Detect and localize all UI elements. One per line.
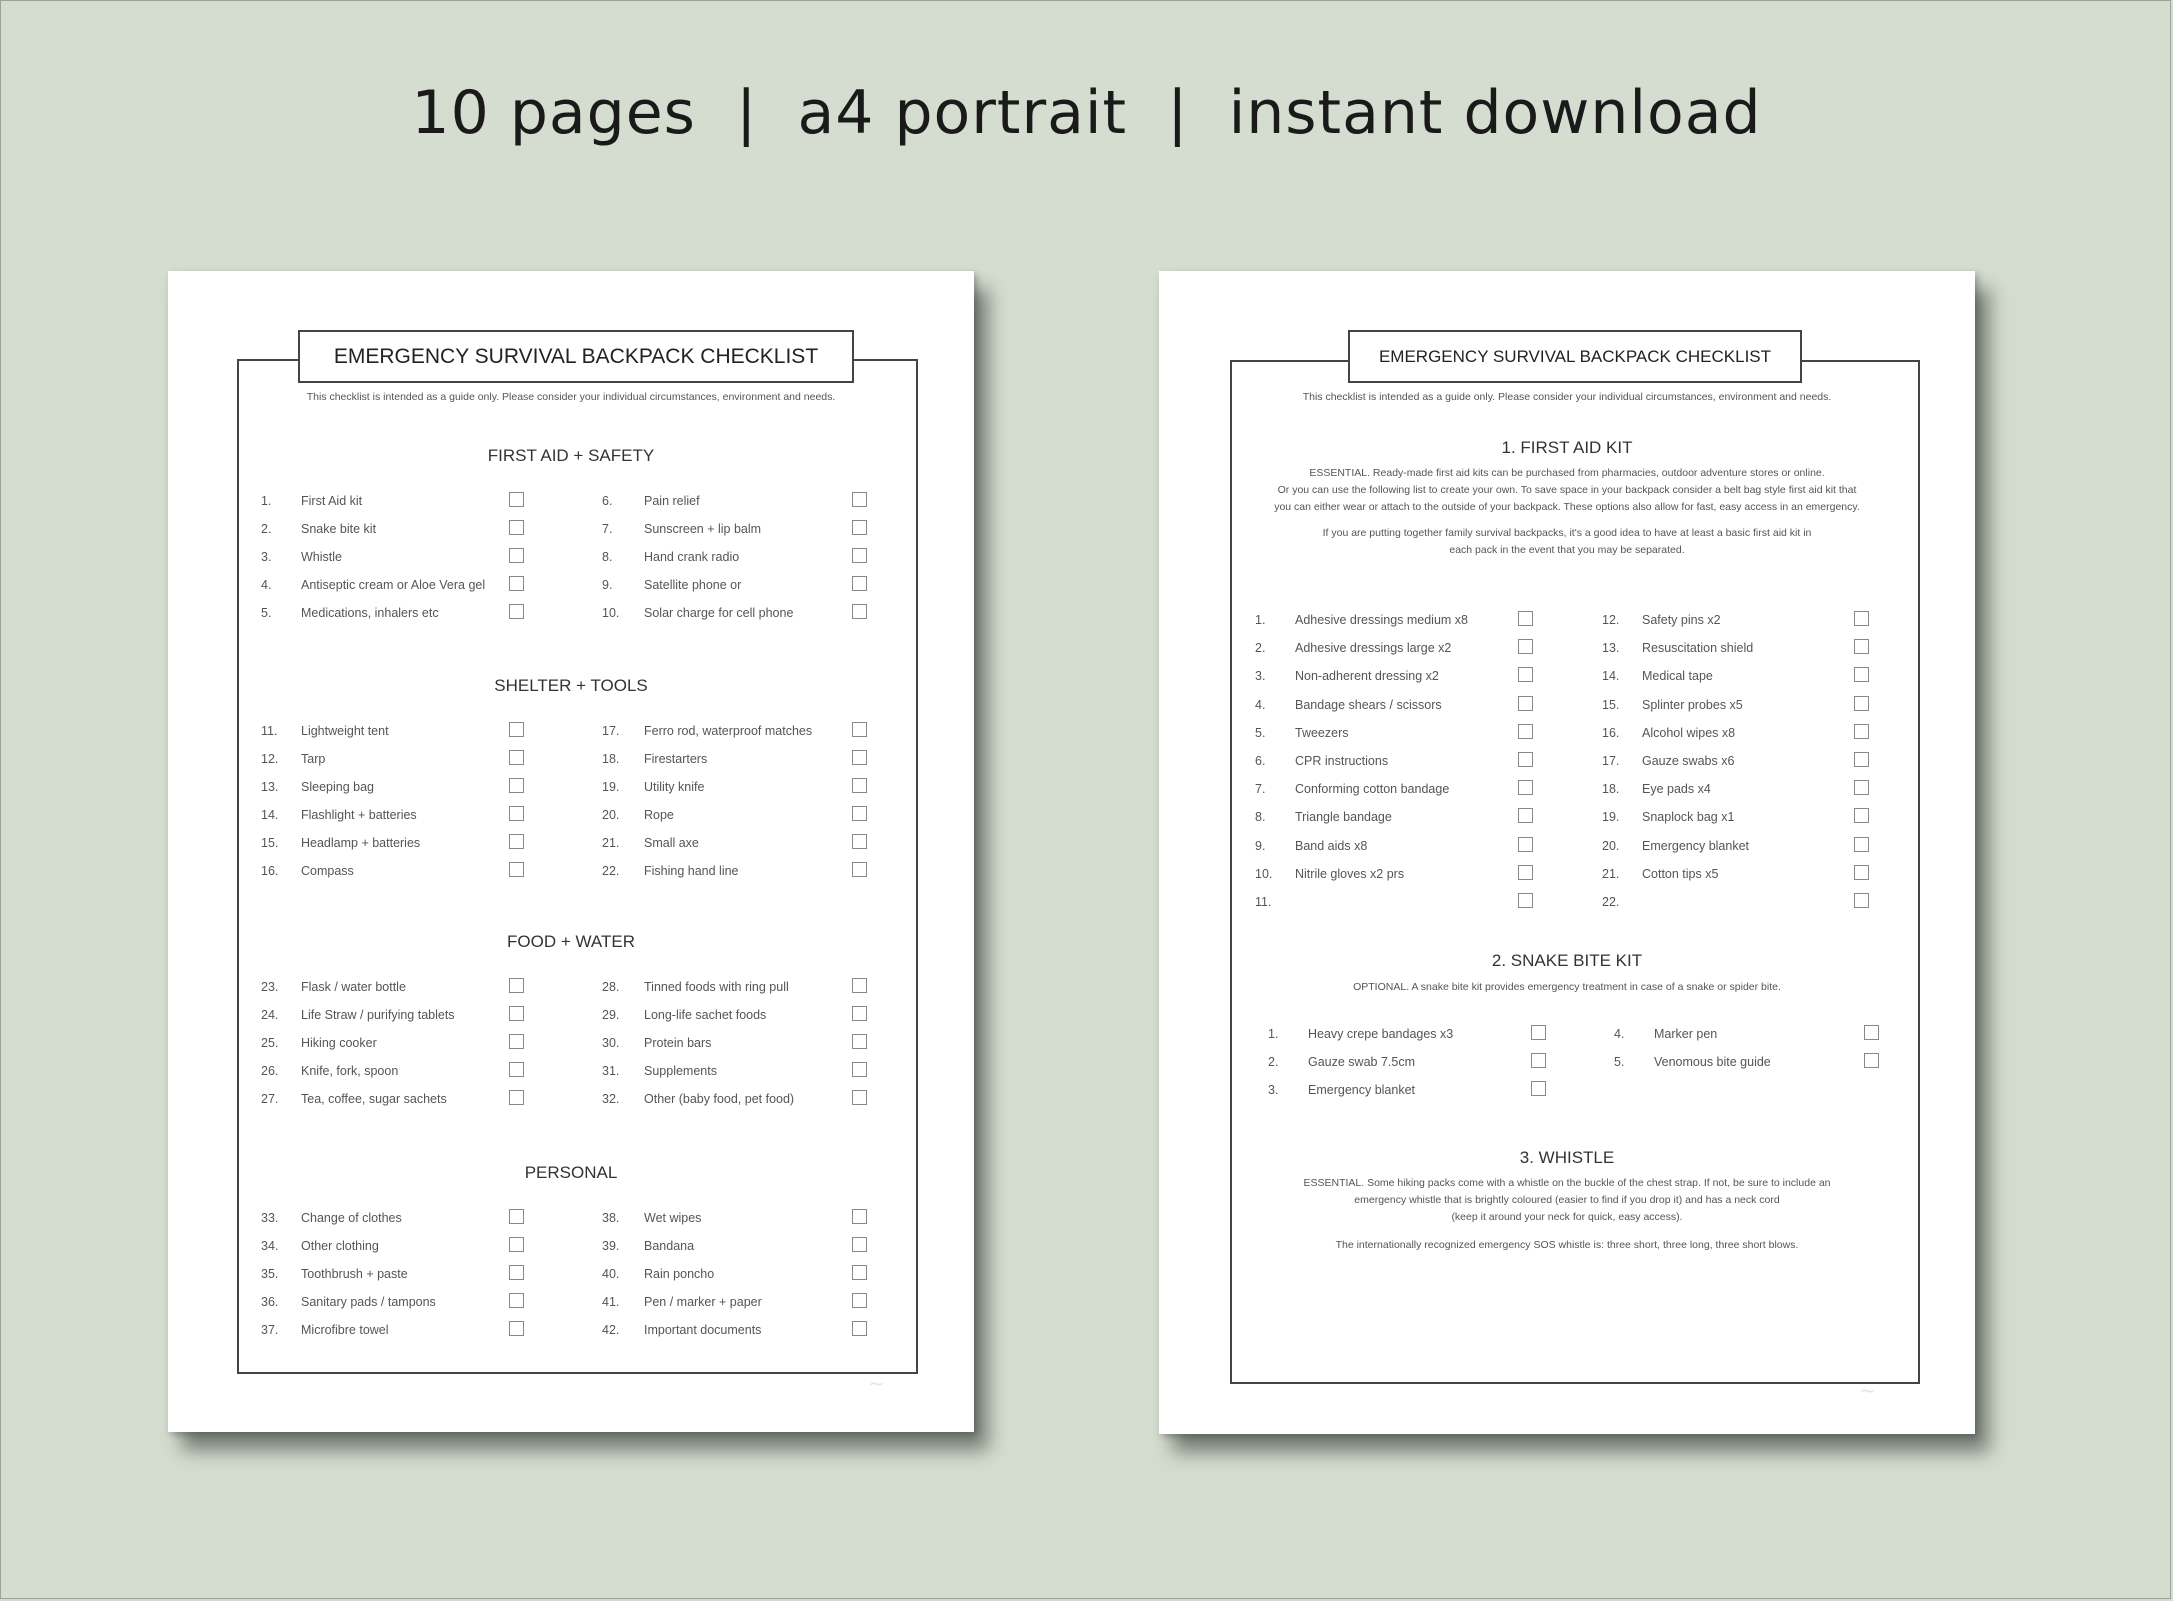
item-label: Cotton tips x5: [1642, 866, 1719, 881]
item-number: 14.: [261, 808, 279, 822]
checkbox[interactable]: [1854, 865, 1869, 880]
item-label: Bandana: [644, 1239, 695, 1253]
item-number: 3.: [1255, 669, 1266, 684]
checklist-item: [168, 492, 974, 512]
item-number: 30.: [602, 1036, 620, 1050]
checklist-item: [168, 548, 974, 568]
snake-bite-paragraph: OPTIONAL. A snake bite kit provides emergency treatment in case of a snake or spider bite.: [1353, 981, 1781, 993]
item-label: Firestarters: [644, 752, 708, 766]
item-number: 41.: [602, 1295, 620, 1309]
checklist-item: [168, 1062, 974, 1082]
item-label: Emergency blanket: [1642, 838, 1750, 853]
item-label: Other clothing: [301, 1239, 379, 1253]
checkbox[interactable]: [852, 1321, 867, 1336]
item-label: Toothbrush + paste: [301, 1267, 408, 1281]
checkbox[interactable]: [852, 520, 867, 535]
checklist-item: [168, 576, 974, 596]
item-label: Rope: [644, 808, 674, 822]
item-number: 2.: [261, 522, 272, 536]
checkbox[interactable]: [852, 1237, 867, 1252]
checkbox[interactable]: [852, 1265, 867, 1280]
item-number: 12.: [1602, 613, 1620, 627]
item-label: Emergency blanket: [1308, 1083, 1416, 1097]
checkbox[interactable]: [1854, 667, 1869, 682]
checkbox[interactable]: [1854, 893, 1869, 908]
banner-text: 10 pages | a4 portrait | instant download: [411, 78, 1762, 148]
item-label: Adhesive dressings medium x8: [1295, 613, 1468, 627]
item-label: Tea, coffee, sugar sachets: [301, 1092, 447, 1106]
checklist-title: EMERGENCY SURVIVAL BACKPACK CHECKLIST: [298, 330, 854, 383]
item-label: Splinter probes x5: [1642, 697, 1743, 712]
item-label: Nitrile gloves x2 prs: [1295, 866, 1405, 881]
checklist-item: [1159, 1053, 1975, 1073]
item-label: Microfibre towel: [301, 1323, 389, 1337]
item-number: 10.: [1255, 866, 1273, 881]
checkbox[interactable]: [1854, 780, 1869, 795]
item-number: 3.: [1268, 1083, 1279, 1097]
page-preview-2: [1159, 271, 1975, 1434]
item-number: 9.: [602, 578, 613, 592]
item-number: 10.: [602, 606, 620, 620]
checklist-item: [168, 834, 974, 854]
item-number: 17.: [1602, 754, 1620, 768]
item-label: Safety pins x2: [1642, 613, 1721, 627]
item-number: 7.: [602, 522, 613, 536]
item-label: Band aids x8: [1295, 838, 1368, 853]
checkbox[interactable]: [852, 806, 867, 821]
item-number: 5.: [261, 606, 272, 620]
checkbox[interactable]: [852, 778, 867, 793]
intro-text: This checklist is intended as a guide only. Please consider your individual circumstances, environment and needs.: [306, 391, 836, 403]
signature-watermark: ~: [868, 1371, 885, 1395]
checkbox[interactable]: [852, 834, 867, 849]
item-number: 31.: [602, 1064, 620, 1078]
item-label: Rain poncho: [644, 1267, 715, 1281]
item-label: Change of clothes: [301, 1211, 402, 1225]
item-label: Ferro rod, waterproof matches: [644, 724, 813, 738]
item-label: Knife, fork, spoon: [301, 1064, 399, 1078]
section-heading-first-aid: 1. FIRST AID KIT: [1501, 438, 1633, 457]
item-number: 29.: [602, 1008, 620, 1022]
item-label: Alcohol wipes x8: [1642, 725, 1736, 740]
checklist-item: [1159, 865, 1975, 885]
checkbox[interactable]: [852, 1062, 867, 1077]
checkbox[interactable]: [1864, 1053, 1879, 1068]
item-number: 1.: [1268, 1027, 1279, 1041]
checkbox[interactable]: [852, 604, 867, 619]
checklist-item: [168, 862, 974, 882]
item-number: 11.: [261, 724, 278, 738]
checklist-item: [1159, 611, 1975, 631]
checkbox[interactable]: [1531, 1081, 1546, 1096]
item-number: 21.: [1602, 866, 1620, 881]
item-number: 4.: [1255, 697, 1266, 712]
checkbox[interactable]: [852, 492, 867, 507]
item-number: 8.: [602, 550, 613, 564]
item-label: Hiking cooker: [301, 1036, 377, 1050]
item-number: 39.: [602, 1239, 620, 1253]
item-label: Other (baby food, pet food): [644, 1092, 795, 1106]
checkbox[interactable]: [1854, 611, 1869, 626]
item-number: 15.: [261, 836, 279, 850]
item-label: Marker pen: [1654, 1027, 1718, 1041]
checklist-item: [1159, 639, 1975, 659]
checklist-item: [1159, 696, 1975, 716]
whistle-sos-note: The internationally recognized emergency SOS whistle is: three short, three long, three short blows.: [1335, 1239, 1799, 1251]
checklist-item: [168, 520, 974, 540]
section-heading: PERSONAL: [524, 1163, 618, 1182]
section-heading-snake-bite: 2. SNAKE BITE KIT: [1491, 951, 1643, 970]
item-label: Long-life sachet foods: [644, 1008, 767, 1022]
checkbox[interactable]: [852, 548, 867, 563]
item-label: First Aid kit: [301, 494, 363, 508]
item-number: 1.: [261, 494, 272, 508]
item-label: Utility knife: [644, 780, 705, 794]
section-heading: FIRST AID + SAFETY: [487, 446, 655, 465]
item-number: 22.: [602, 864, 620, 878]
signature-watermark: ~: [1859, 1378, 1876, 1402]
item-label: Non-adherent dressing x2: [1295, 669, 1439, 684]
checklist-title: EMERGENCY SURVIVAL BACKPACK CHECKLIST: [1348, 330, 1802, 383]
item-number: 5.: [1255, 725, 1266, 740]
item-number: 13.: [261, 780, 279, 794]
item-number: 26.: [261, 1064, 279, 1078]
item-label: Medications, inhalers etc: [301, 606, 439, 620]
checkbox[interactable]: [1854, 696, 1869, 711]
checklist-item: [168, 1209, 974, 1229]
intro-text: This checklist is intended as a guide only. Please consider your individual circumstances, environment and needs.: [1302, 391, 1832, 403]
checklist-item: [168, 806, 974, 826]
item-label: Tarp: [301, 752, 326, 766]
item-number: 3.: [261, 550, 272, 564]
checklist-item: [168, 778, 974, 798]
item-number: 35.: [261, 1267, 279, 1281]
item-label: Gauze swab 7.5cm: [1308, 1055, 1415, 1069]
checkbox[interactable]: [1854, 639, 1869, 654]
checkbox[interactable]: [852, 862, 867, 877]
item-number: 20.: [602, 808, 620, 822]
item-number: 37.: [261, 1323, 279, 1337]
checkbox[interactable]: [1854, 808, 1869, 823]
item-label: Snake bite kit: [301, 522, 377, 536]
checkbox[interactable]: [852, 722, 867, 737]
item-number: 16.: [1602, 725, 1620, 740]
item-label: Heavy crepe bandages x3: [1308, 1027, 1454, 1041]
item-label: Adhesive dressings large x2: [1295, 641, 1452, 656]
checkbox[interactable]: [852, 750, 867, 765]
item-label: Antiseptic cream or Aloe Vera gel: [301, 578, 486, 592]
item-number: 2.: [1255, 641, 1266, 656]
item-label: Important documents: [644, 1323, 762, 1337]
checklist-item: [168, 750, 974, 770]
item-label: Tweezers: [1295, 725, 1349, 740]
item-number: 42.: [602, 1323, 620, 1337]
item-label: Supplements: [644, 1064, 717, 1078]
item-number: 5.: [1614, 1055, 1625, 1069]
first-aid-paragraph: ESSENTIAL. Ready-made first aid kits can be purchased from pharmacies, outdoor adventure stores or online. Or you can use the following list to create your own. To save space in your backpack consider a belt bag style first aid kit that you can either wear or attach to the outside of your backpack. These options also allow for fast, easy access in an emergency.: [1274, 467, 1860, 513]
item-label: Resuscitation shield: [1642, 641, 1754, 656]
checklist-item: [1159, 893, 1975, 913]
item-label: Compass: [301, 864, 354, 878]
checkbox[interactable]: [852, 1293, 867, 1308]
checkbox[interactable]: [852, 1006, 867, 1021]
section-heading: SHELTER + TOOLS: [494, 676, 648, 695]
item-label: Flashlight + batteries: [301, 808, 417, 822]
item-label: Satellite phone or: [644, 578, 742, 592]
item-label: Wet wipes: [644, 1211, 702, 1225]
item-number: 33.: [261, 1211, 279, 1225]
checkbox[interactable]: [852, 978, 867, 993]
item-number: 12.: [261, 752, 279, 766]
item-label: Bandage shears / scissors: [1295, 697, 1442, 712]
item-label: Lightweight tent: [301, 724, 389, 738]
checklist-item: [1159, 724, 1975, 744]
section-heading: FOOD + WATER: [507, 932, 635, 951]
item-number: 25.: [261, 1036, 279, 1050]
checklist-item: [1159, 1081, 1975, 1101]
checklist-item: [168, 1090, 974, 1110]
item-number: 11.: [1255, 895, 1272, 909]
item-number: 8.: [1255, 810, 1266, 825]
item-number: 34.: [261, 1239, 279, 1253]
checkbox[interactable]: [1854, 724, 1869, 739]
checklist-item: [1159, 667, 1975, 687]
item-number: 20.: [1602, 838, 1620, 853]
item-label: Headlamp + batteries: [301, 836, 421, 850]
item-number: 17.: [602, 724, 620, 738]
item-label: Hand crank radio: [644, 550, 740, 564]
item-label: Eye pads x4: [1642, 782, 1711, 797]
checklist-item: [1159, 1025, 1975, 1045]
checklist-item: [1159, 808, 1975, 828]
section-heading-whistle: 3. WHISTLE: [1519, 1148, 1615, 1167]
item-number: 9.: [1255, 838, 1266, 853]
checklist-item: [168, 722, 974, 742]
item-label: Solar charge for cell phone: [644, 606, 794, 620]
item-label: Protein bars: [644, 1036, 712, 1050]
item-number: 15.: [1602, 697, 1620, 712]
item-label: Fishing hand line: [644, 864, 739, 878]
item-label: Sanitary pads / tampons: [301, 1295, 436, 1309]
item-number: 19.: [602, 780, 620, 794]
item-number: 23.: [261, 980, 279, 994]
item-label: Small axe: [644, 836, 699, 850]
checklist-item: [168, 1006, 974, 1026]
checklist-item: [168, 1321, 974, 1341]
item-number: 19.: [1602, 810, 1620, 825]
whistle-paragraph: ESSENTIAL. Some hiking packs come with a whistle on the buckle of the chest strap. If not, be sure to include an emergency whistle that is brightly coloured (easier to find if you drop it) and has a neck cord (keep it around your neck for quick, easy access).: [1303, 1177, 1831, 1223]
item-label: Triangle bandage: [1295, 810, 1392, 825]
item-number: 18.: [602, 752, 620, 766]
item-number: 6.: [1255, 754, 1266, 768]
item-label: Tinned foods with ring pull: [644, 980, 789, 994]
item-label: Flask / water bottle: [301, 980, 406, 994]
page-preview-1: [168, 271, 974, 1432]
item-number: 1.: [1255, 613, 1266, 627]
checkbox[interactable]: [852, 1209, 867, 1224]
item-number: 21.: [602, 836, 620, 850]
checkbox[interactable]: [1854, 837, 1869, 852]
item-number: 28.: [602, 980, 620, 994]
item-number: 18.: [1602, 782, 1620, 797]
checklist-item: [1159, 837, 1975, 857]
first-aid-family-note: If you are putting together family survival backpacks, it's a good idea to have at least a basic first aid kit in each pack in the event that you may be separated.: [1322, 527, 1812, 556]
item-number: 32.: [602, 1092, 620, 1106]
checklist-item: [1159, 780, 1975, 800]
item-label: Life Straw / purifying tablets: [301, 1008, 455, 1022]
checklist-item: [168, 604, 974, 624]
item-number: 4.: [1614, 1027, 1625, 1041]
item-label: Gauze swabs x6: [1642, 754, 1735, 768]
item-number: 27.: [261, 1092, 279, 1106]
item-number: 14.: [1602, 669, 1620, 684]
item-number: 7.: [1255, 782, 1266, 797]
checkbox[interactable]: [852, 1090, 867, 1105]
item-number: 6.: [602, 494, 613, 508]
item-label: Pain relief: [644, 494, 700, 508]
item-number: 16.: [261, 864, 279, 878]
item-number: 13.: [1602, 641, 1620, 656]
checkbox[interactable]: [1854, 752, 1869, 767]
item-label: Conforming cotton bandage: [1295, 782, 1450, 797]
item-label: Snaplock bag x1: [1642, 810, 1735, 825]
item-label: Medical tape: [1642, 669, 1713, 684]
item-label: CPR instructions: [1295, 754, 1389, 768]
checkbox[interactable]: [1864, 1025, 1879, 1040]
item-number: 22.: [1602, 895, 1620, 909]
item-label: Venomous bite guide: [1654, 1055, 1771, 1069]
checkbox[interactable]: [852, 576, 867, 591]
item-number: 38.: [602, 1211, 620, 1225]
checklist-item: [1159, 752, 1975, 772]
item-label: Sunscreen + lip balm: [644, 522, 762, 536]
item-label: Whistle: [301, 550, 342, 564]
checkbox[interactable]: [852, 1034, 867, 1049]
item-number: 36.: [261, 1295, 279, 1309]
item-label: Pen / marker + paper: [644, 1295, 762, 1309]
item-number: 40.: [602, 1267, 620, 1281]
checklist-item: [168, 978, 974, 998]
item-number: 24.: [261, 1008, 279, 1022]
checklist-item: [168, 1034, 974, 1054]
item-number: 2.: [1268, 1055, 1279, 1069]
checklist-item: [168, 1237, 974, 1257]
item-label: Sleeping bag: [301, 780, 374, 794]
checklist-item: [168, 1265, 974, 1285]
item-number: 4.: [261, 578, 272, 592]
checklist-item: [168, 1293, 974, 1313]
